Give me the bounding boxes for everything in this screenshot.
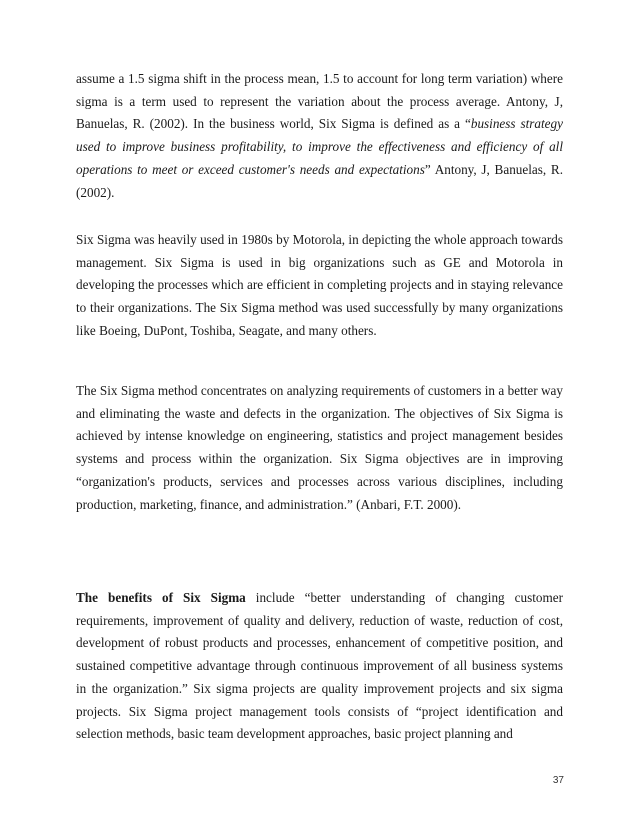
paragraph-text: The Six Sigma method concentrates on analyzing requirements of customers in a better way and eliminating the waste and defects in the organization. The objectives of Six Sigma is achieved by intense knowledge on engineering, statistics and project management besides systems and process within the organization. Six Sigma objectives are in improving “organization's products, services and processes across various disciplines, including production, marketing, finance, and administration.” (Anbari, F.T. 2000). — [76, 383, 563, 512]
paragraph-six-sigma-definition — [76, 68, 563, 204]
paragraph-text: assume a 1.5 sigma shift in the process mean, 1.5 to account for long term variation) where sigma is a term used to represent the variation about the process average. Antony, J, Banuelas, R. (2002). In the business world, Six Sigma is defined as a “ — [76, 71, 563, 132]
paragraph-six-sigma-method — [76, 380, 563, 516]
paragraph-six-sigma-history — [76, 229, 563, 343]
paragraph-text: include “better understanding of changing customer requirements, improvement of quality and delivery, reduction of waste, reduction of cost, development of robust products and processes, enhancement of competitive position, and sustained competitive advantage through continuous improvement of all business systems in the organization.” Six sigma projects are quality improvement projects and six sigma projects. Six Sigma project management tools consists of “project identification and selection methods, basic team development approaches, basic project planning and — [76, 590, 563, 742]
paragraph-text: Six Sigma was heavily used in 1980s by Motorola, in depicting the whole approach towards management. Six Sigma is used in big organizations such as GE and Motorola in developing the processes which are efficient in completing projects and in staying relevance to their organizations. The Six Sigma method was used successfully by many organizations like Boeing, DuPont, Toshiba, Seagate, and many others. — [76, 232, 563, 338]
paragraph-six-sigma-benefits — [76, 587, 563, 746]
benefits-heading: The benefits of Six Sigma — [76, 590, 246, 605]
business-strategy-quote: business strategy used to improve business profitability, to improve the effectiveness and efficiency of all operations to meet or exceed customer's needs and expectations — [76, 116, 563, 177]
paragraph-citation: ” Antony, J, Banuelas, R. (2002). — [76, 161, 563, 200]
page-number: 37 — [552, 775, 564, 786]
